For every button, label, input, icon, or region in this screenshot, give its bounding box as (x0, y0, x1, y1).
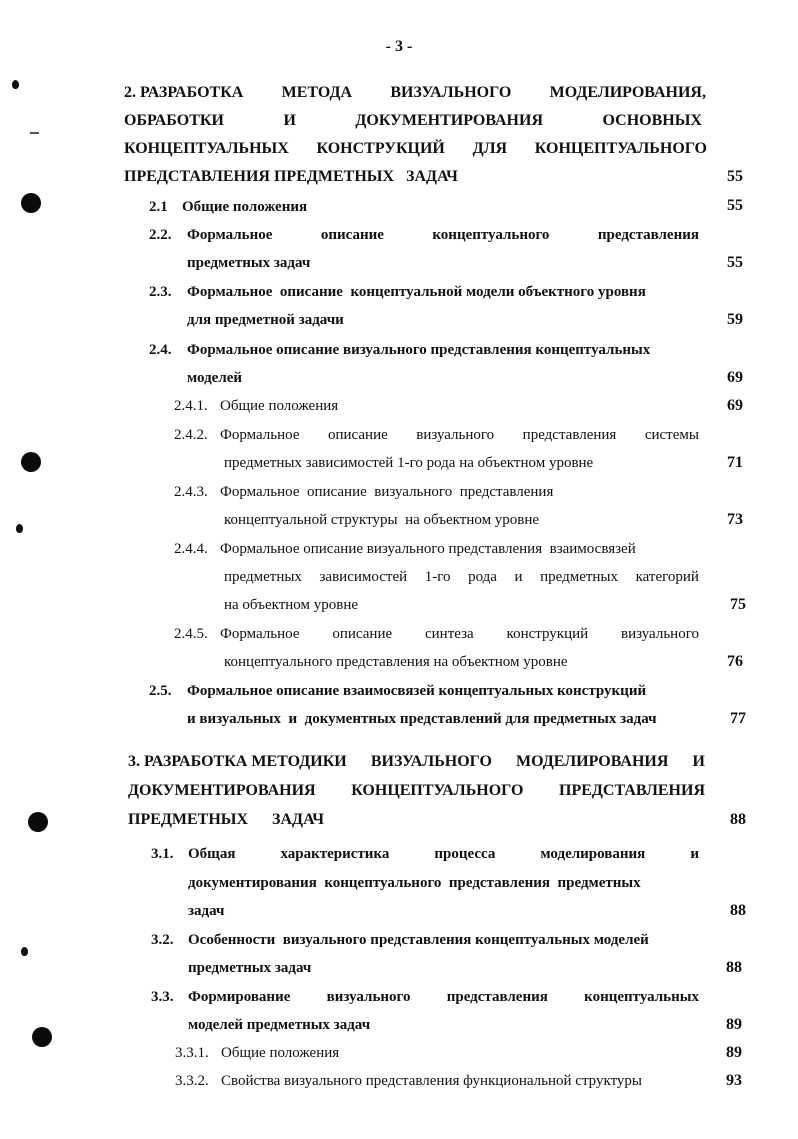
section-2-4-5-number: 2.4.5. (174, 626, 208, 642)
heading-word: ВИЗУАЛЬНОГО (390, 84, 512, 101)
title-word: синтеза (424, 626, 474, 642)
scan-mark (21, 947, 28, 956)
title-word: предметных (540, 569, 619, 585)
heading-word: ДОКУМЕНТИРОВАНИЯ (355, 112, 543, 129)
heading-word: ДЛЯ (472, 140, 508, 157)
section-2-5-number: 2.5. (149, 683, 172, 699)
heading-word: ДОКУМЕНТИРОВАНИЯ (128, 782, 316, 799)
section-3-1-page: 88 (730, 902, 746, 919)
title-word: Общая (188, 846, 236, 862)
chapter-3-heading-line-2 (128, 781, 705, 801)
title-word: представления (446, 989, 548, 1005)
binder-hole (28, 812, 48, 832)
section-3-3-title (188, 987, 699, 1007)
section-2-4-2-title (220, 425, 699, 445)
section-2-4-3-number: 2.4.3. (174, 484, 208, 500)
heading-word: КОНЦЕПТУАЛЬНОГО (534, 140, 707, 157)
section-2-3-number: 2.3. (149, 284, 172, 300)
binder-hole (32, 1027, 52, 1047)
scan-mark (30, 132, 39, 134)
heading-word: ОБРАБОТКИ (124, 112, 224, 129)
title-word: описание (320, 227, 384, 243)
title-word: конструкций (506, 626, 589, 642)
section-2-4-5-page: 76 (727, 653, 743, 670)
title-word: Формальное (220, 626, 300, 642)
heading-word: КОНЦЕПТУАЛЬНОГО (351, 782, 524, 799)
title-word: Формальное (187, 227, 273, 243)
title-word: описание (332, 626, 393, 642)
title-word: категорий (635, 569, 699, 585)
section-3-1-title-line-2: документирования концептуального представления предметных (188, 875, 641, 891)
section-2-4-3-title: Формальное описание визуального представления (220, 484, 554, 500)
title-word: представления (522, 427, 617, 443)
section-2-1-number: 2.1 (149, 199, 168, 215)
section-2-4-page: 69 (727, 369, 743, 386)
chapter-2-heading-line-2 (124, 111, 702, 131)
title-word: концептуального (432, 227, 550, 243)
title-word: концептуальных (584, 989, 699, 1005)
section-3-3-2-page: 93 (726, 1072, 742, 1089)
section-2-4-2-number: 2.4.2. (174, 427, 208, 443)
section-3-3-1-number: 3.3.1. (175, 1045, 209, 1061)
title-word: Формальное (220, 427, 300, 443)
section-3-1-title-cont: задач (188, 903, 225, 919)
section-2-2-number: 2.2. (149, 227, 172, 243)
heading-word: КОНСТРУКЦИЙ (316, 140, 445, 157)
section-3-3-1-page: 89 (726, 1044, 742, 1061)
title-word: Формирование (188, 989, 291, 1005)
title-word: процесса (434, 846, 496, 862)
section-2-2-title (187, 225, 699, 245)
heading-word: 2. РАЗРАБОТКА (124, 84, 244, 101)
section-2-3-page: 59 (727, 311, 743, 328)
title-word: зависимостей (319, 569, 408, 585)
heading-word: 3. РАЗРАБОТКА МЕТОДИКИ (128, 753, 347, 770)
section-3-2-number: 3.2. (151, 932, 174, 948)
section-2-4-4-title: Формальное описание визуального представления взаимосвязей (220, 541, 636, 557)
section-2-5-title: Формальное описание взаимосвязей концептуальных конструкций (187, 683, 647, 699)
title-word: и (690, 846, 699, 862)
section-2-3-title: Формальное описание концептуальной модели объектного уровня (187, 284, 646, 300)
heading-word: МОДЕЛИРОВАНИЯ, (549, 84, 706, 101)
section-2-4-5-title (220, 624, 699, 644)
section-3-3-title-cont: моделей предметных задач (188, 1017, 371, 1033)
section-3-1-number: 3.1. (151, 846, 174, 862)
chapter-3-heading-line-3: ПРЕДМЕТНЫХ ЗАДАЧ (128, 811, 324, 828)
heading-word: И (283, 112, 296, 129)
section-3-2-page: 88 (726, 959, 742, 976)
section-2-4-4-title-line-2 (224, 567, 699, 587)
scan-mark (16, 524, 23, 533)
heading-word: ОСНОВНЫХ (602, 112, 702, 129)
section-3-3-2-number: 3.3.2. (175, 1073, 209, 1089)
section-2-2-title-cont: предметных задач (187, 255, 311, 271)
chapter-2-page: 55 (727, 168, 743, 185)
title-word: характеристика (280, 846, 390, 862)
section-2-4-5-title-cont: концептуального представления на объектном уровне (224, 654, 568, 670)
section-2-4-3-title-cont: концептуальной структуры на объектном уровне (224, 512, 540, 528)
section-2-4-number: 2.4. (149, 342, 172, 358)
heading-word: МОДЕЛИРОВАНИЯ (516, 753, 669, 770)
heading-word: ВИЗУАЛЬНОГО (370, 753, 492, 770)
section-3-3-page: 89 (726, 1016, 742, 1033)
section-2-5-page: 77 (730, 710, 746, 727)
title-word: визуального (416, 427, 495, 443)
section-2-4-4-title-cont: на объектном уровне (224, 597, 359, 613)
chapter-3-page: 88 (730, 811, 746, 828)
binder-hole (21, 193, 41, 213)
chapter-2-heading-line-1 (124, 83, 706, 103)
section-2-4-4-page: 75 (730, 596, 746, 613)
scan-mark (12, 80, 19, 89)
section-2-4-2-title-cont: предметных зависимостей 1-го рода на объектном уровне (224, 455, 594, 471)
heading-word: МЕТОДА (281, 84, 353, 101)
section-2-4-1-page: 69 (727, 397, 743, 414)
section-2-5-title-cont: и визуальных и документных представлений для предметных задач (187, 711, 657, 727)
title-word: моделирования (540, 846, 646, 862)
section-2-4-4-number: 2.4.4. (174, 541, 208, 557)
title-word: представления (597, 227, 699, 243)
section-3-2-title-cont: предметных задач (188, 960, 312, 976)
title-word: предметных (224, 569, 302, 585)
section-2-1-page: 55 (727, 197, 743, 214)
title-word: и (514, 569, 523, 585)
chapter-2-heading-line-3 (124, 139, 707, 159)
section-2-4-1-title: Общие положения (220, 398, 339, 414)
section-2-4-title-cont: моделей (187, 370, 243, 386)
title-word: визуального (621, 626, 699, 642)
heading-word: ПРЕДСТАВЛЕНИЯ (559, 782, 705, 799)
section-3-3-2-title: Свойства визуального представления функциональной структуры (221, 1073, 643, 1089)
chapter-3-heading-line-1 (128, 752, 705, 772)
section-3-3-1-title: Общие положения (221, 1045, 340, 1061)
section-2-2-page: 55 (727, 254, 743, 271)
chapter-2-heading-line-4: ПРЕДСТАВЛЕНИЯ ПРЕДМЕТНЫХ ЗАДАЧ (124, 168, 458, 185)
title-word: описание (327, 427, 388, 443)
section-3-3-number: 3.3. (151, 989, 174, 1005)
section-2-3-title-cont: для предметной задачи (187, 312, 344, 328)
section-2-4-1-number: 2.4.1. (174, 398, 208, 414)
title-word: системы (644, 427, 699, 443)
heading-word: КОНЦЕПТУАЛЬНЫХ (124, 140, 289, 157)
title-word: 1-го (424, 569, 451, 585)
page-number: - 3 - (385, 38, 413, 55)
title-word: рода (468, 569, 497, 585)
section-3-1-title (188, 844, 699, 864)
section-2-1-title: Общие положения (182, 199, 308, 215)
section-3-2-title: Особенности визуального представления концептуальных моделей (188, 932, 649, 948)
section-2-4-2-page: 71 (727, 454, 743, 471)
section-2-4-title: Формальное описание визуального представления концептуальных (187, 342, 651, 358)
heading-word: И (692, 753, 705, 770)
title-word: визуального (326, 989, 411, 1005)
section-2-4-3-page: 73 (727, 511, 743, 528)
binder-hole (21, 452, 41, 472)
